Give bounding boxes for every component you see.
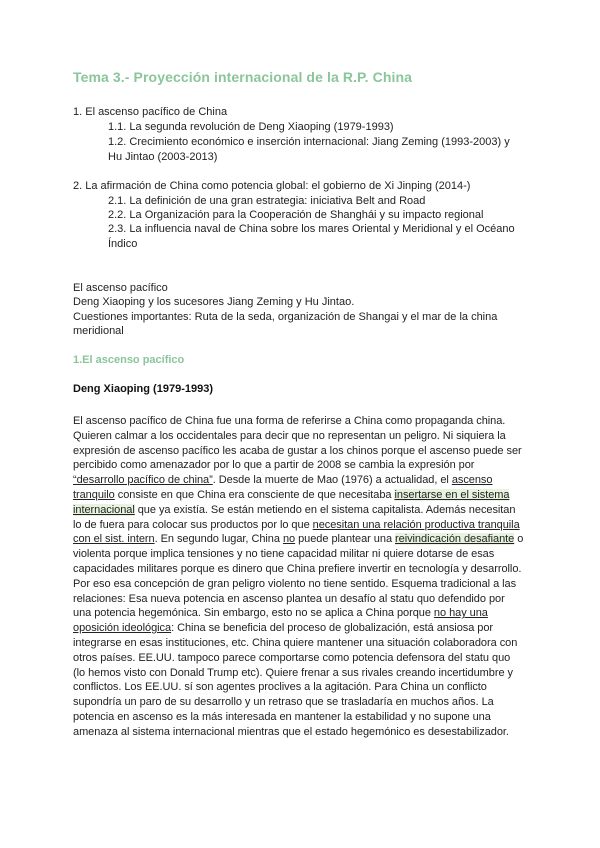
text-run: consiste en que China era consciente de que necesitaba [114,488,395,501]
text-run: . En segundo lugar, China [154,533,283,546]
underlined-text: no [282,533,296,546]
text-run: puede plantear una [295,533,396,546]
note-line: Deng Xiaoping y los sucesores Jiang Zeming y Hu Jintao. [73,296,355,308]
outline-item: 1.2. Crecimiento económico e inserción internacional: Jiang Zeming (1993-2003) y [108,136,510,148]
outline-item: Índico [108,238,138,250]
outline-item: 1. El ascenso pacífico de China [73,106,228,118]
underlined-text: “desarrollo pacífico de china” [73,474,213,487]
outline-item: Hu Jintao (2003-2013) [108,151,218,163]
highlighted-text: reivindicación desafiante [395,533,515,546]
outline-item: 2.1. La definición de una gran estrategia: iniciativa Belt and Road [108,195,426,207]
subsection-heading: Deng Xiaoping (1979-1993) [73,383,213,395]
body-paragraph [73,414,525,740]
underlined-text: no hay una oposición ideológica [73,607,488,635]
text-run: El ascenso pacífico de China fue una forma de referirse a China como propaganda china. Quieren calmar a los occidentales para decir que no representan un peligro. Ni siquiera la expresión de ascenso pacífico les acaba de gustar a los chinos porque el ascenso puede ser percibido como amenazador por lo que a partir de 2008 se cambia la expresión por [73,415,522,472]
note-line: meridional [73,325,124,337]
underlined-text: necesitan una relación productiva tranquila con el sist. intern [73,518,520,546]
highlighted-text: insertarse en el sistema internacional [73,488,510,516]
underlined-text: ascenso tranquilo [73,474,493,501]
text-run: o violenta porque implica tensiones y no tiene capacidad militar ni quiere dotarse de esas capacidades militares porque es dinero que China prefiere invertir en tecnología y desarrollo. Por eso esa concepción de gran peligro violento no tiene sentido. Esquema tradicional a las relaciones: Esa nueva potencia en ascenso plantea un desafío al statu quo defendido por una potencia hegemónica. Sin embargo, esto no se aplica a China porque [73,533,524,620]
note-line: Cuestiones importantes: Ruta de la seda, organización de Shangai y el mar de la china [73,311,498,323]
section-heading: 1.El ascenso pacífico [73,354,185,366]
outline-item: 1.1. La segunda revolución de Deng Xiaoping (1979-1993) [108,121,394,133]
text-run: : China se beneficia del proceso de globalización, está ansiosa por integrarse en esas instituciones, etc. China quiere mantener una situación colaboradora con otros países. EE.UU. tampoco parece comportarse como potencia defensora del statu quo (lo hemos visto con Donald Trump etc). Quiere frenar a sus rivales creando incertidumbre y conflictos. Los EE.UU. sí son agentes proclives a la agitación. Para China un conflicto supondría un paro de su desarrollo y un retraso que se trasladaría en muchos años. La potencia en ascenso es la más interesada en mantener la estabilidad y no supone una amenaza al sistema internacional mientras que el estado hegemónico es desestabilizador. [73,622,518,738]
document-title: Tema 3.- Proyección internacional de la R.P. China [73,69,413,85]
outline-item: 2.2. La Organización para la Cooperación de Shanghái y su impacto regional [108,209,484,221]
outline-item: 2.3. La influencia naval de China sobre los mares Oriental y Meridional y el Océano [108,223,515,235]
text-run: . Desde la muerte de Mao (1976) a actualidad, el [212,474,452,487]
note-line: El ascenso pacífico [73,282,168,294]
outline-item: 2. La afirmación de China como potencia global: el gobierno de Xi Jinping (2014-) [73,180,471,192]
text-run: que ya existía. Se están metiendo en el sistema capitalista. Además necesitan lo de fuera para colocar sus productos por lo que [73,503,516,531]
